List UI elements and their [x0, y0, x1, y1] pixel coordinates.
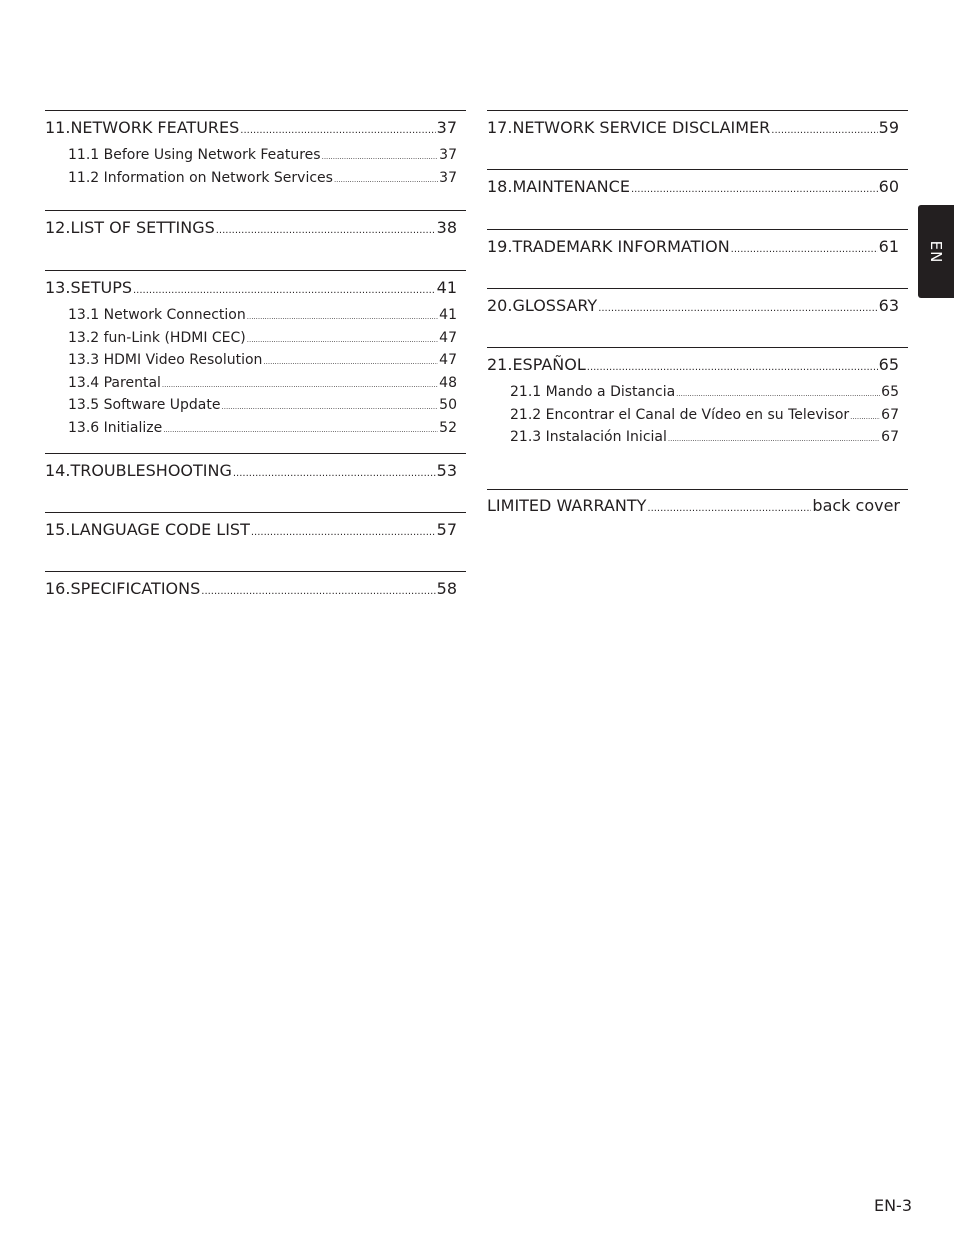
- toc-right-column: [487, 110, 908, 529]
- toc-subentry[interactable]: 21.2 Encontrar el Canal de Vídeo en su Televisor ..... 67: [487, 405, 908, 428]
- toc-subentry[interactable]: 13.6 Initialize ..... 52: [45, 418, 466, 441]
- toc-section-21: [487, 347, 908, 489]
- toc-entry[interactable]: 11.NETWORK FEATURES ..... 37: [45, 117, 466, 142]
- toc-section-warranty: [487, 489, 908, 529]
- page-number: EN-3: [873, 1196, 912, 1215]
- toc-entry[interactable]: 21.ESPAÑOL ..... 65: [487, 354, 908, 379]
- toc-subentry[interactable]: 21.3 Instalación Inicial ..... 67: [487, 427, 908, 450]
- toc-section-14: [45, 453, 466, 512]
- toc-entry[interactable]: 19.TRADEMARK INFORMATION ..... 61: [487, 236, 908, 261]
- toc-entry[interactable]: 13.SETUPS ..... 41: [45, 277, 466, 302]
- toc-subentry[interactable]: 13.2 fun-Link (HDMI CEC) ..... 47: [45, 328, 466, 351]
- toc-section-19: [487, 229, 908, 288]
- toc-subentry[interactable]: 13.5 Software Update ..... 50: [45, 395, 466, 418]
- toc-entry[interactable]: 16.SPECIFICATIONS ..... 58: [45, 578, 466, 603]
- toc-section-20: [487, 288, 908, 347]
- toc-section-16: [45, 571, 466, 611]
- toc-subentry[interactable]: 13.4 Parental ..... 48: [45, 373, 466, 396]
- toc-section-13: [45, 270, 466, 453]
- toc-subentry[interactable]: 21.1 Mando a Distancia ..... 65: [487, 382, 908, 405]
- toc-section-18: [487, 169, 908, 229]
- toc-section-11: [45, 110, 466, 210]
- toc-entry[interactable]: 17.NETWORK SERVICE DISCLAIMER ..... 59: [487, 117, 908, 142]
- toc-section-17: [487, 110, 908, 169]
- toc-left-column: [45, 110, 466, 611]
- language-tab: [918, 205, 954, 298]
- toc-entry[interactable]: 15.LANGUAGE CODE LIST ..... 57: [45, 519, 466, 544]
- toc-subentry[interactable]: 11.2 Information on Network Services ..... 37: [45, 168, 466, 191]
- toc-entry[interactable]: 12.LIST OF SETTINGS ..... 38: [45, 217, 466, 242]
- language-tab-label: EN: [927, 240, 945, 263]
- toc-entry[interactable]: 18.MAINTENANCE ..... 60: [487, 176, 908, 201]
- toc-section-15: [45, 512, 466, 571]
- toc-subentry[interactable]: 13.1 Network Connection ..... 41: [45, 305, 466, 328]
- toc-entry[interactable]: LIMITED WARRANTY ..... back cover: [487, 495, 908, 520]
- toc-entry[interactable]: 20.GLOSSARY ..... 63: [487, 295, 908, 320]
- toc-section-12: [45, 210, 466, 270]
- toc-subentry[interactable]: 11.1 Before Using Network Features ..... 37: [45, 145, 466, 168]
- toc-subentry[interactable]: 13.3 HDMI Video Resolution ..... 47: [45, 350, 466, 373]
- toc-entry[interactable]: 14.TROUBLESHOOTING ..... 53: [45, 460, 466, 485]
